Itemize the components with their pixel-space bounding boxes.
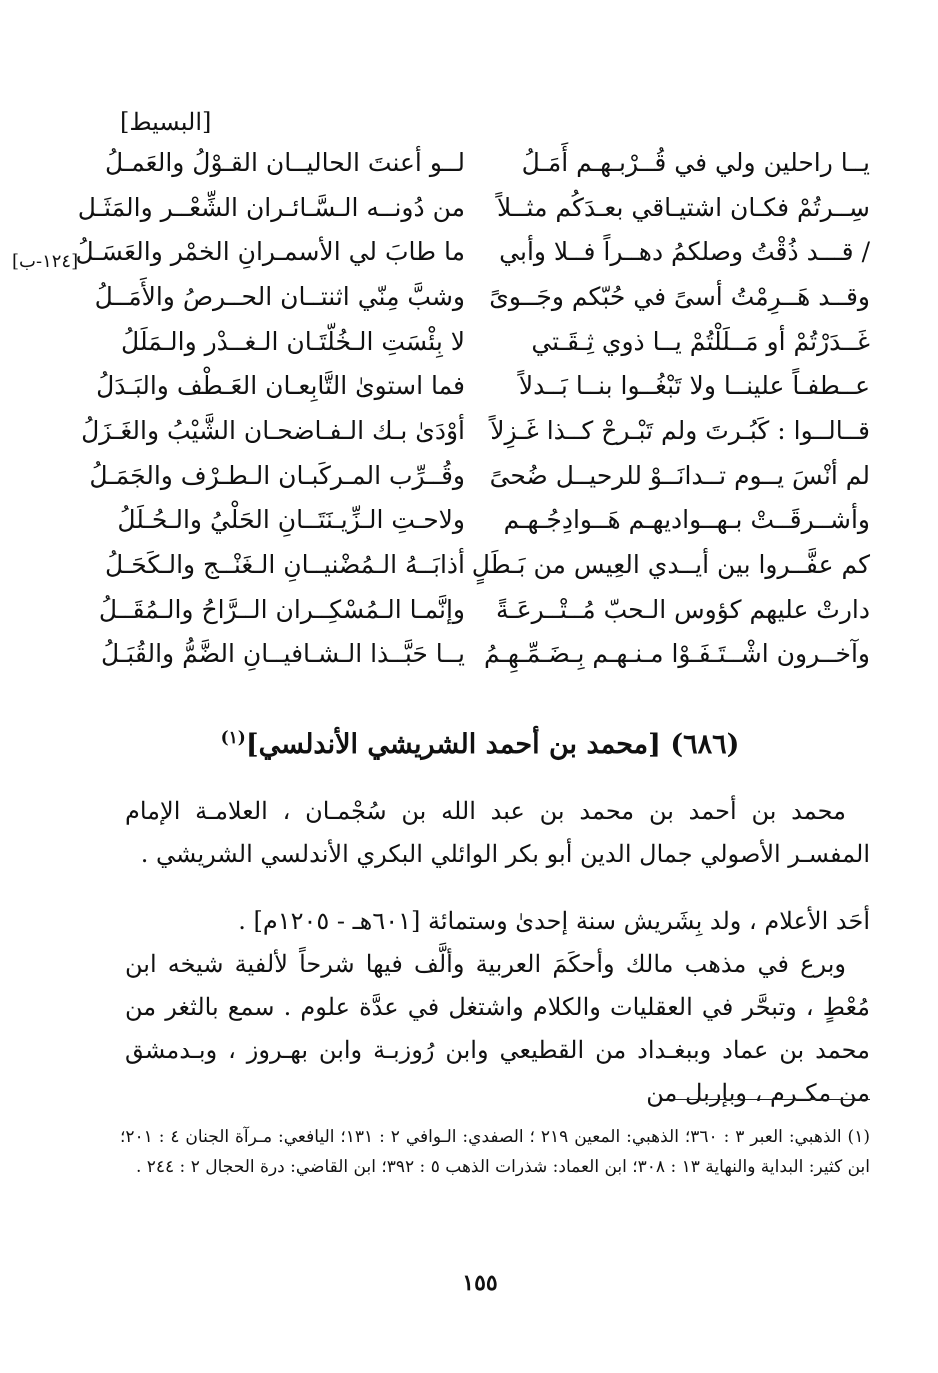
entry-title: (٦٨٦) [محمد بن أحمد الشريشي الأندلسي] bbox=[245, 729, 740, 760]
verse-second-hemistich: فما استوىٰ التَّابِعـان العَـطْف والبَـدَلُ bbox=[96, 371, 465, 401]
verse-first-hemistich: وآخــرون اشْــتَـفَـوْا مـنـهـم بِـضَـمِّـهِـمُ bbox=[483, 639, 870, 669]
verse-line bbox=[94, 274, 870, 319]
verse-first-hemistich: عــطفـاً علينــا ولا تَبْغُــوا بنــا بَــدلاً bbox=[518, 371, 870, 401]
poem bbox=[75, 140, 870, 676]
biography-paragraph: محمد بن أحمد بن محمد بن عبد الله بن سُجْمـان ، العلامـة الإمام المفسـر الأصولي جمال الدين أبو بكر الوائلي البكري الأندلسي الشريشي . bbox=[125, 797, 870, 868]
footnote-reference: (١) bbox=[220, 728, 246, 748]
verse-line bbox=[104, 140, 870, 185]
verse-second-hemistich: أوْدَىٰ بـك الـفـاضحـان الشَّيْبُ والغَـزَلُ bbox=[81, 415, 465, 445]
verse-line bbox=[101, 632, 870, 677]
verse-line bbox=[89, 453, 870, 498]
manuscript-folio-marker: [١٢٤-ب] bbox=[12, 251, 79, 272]
verse-first-hemistich: سِــرتُمْ فكـان اشتيـاقي بعـدَكُم مثــلاً bbox=[496, 192, 870, 222]
page-number: ١٥٥ bbox=[462, 1270, 498, 1296]
verse-second-hemistich: وقُــرِّب المـركَبـان الـطـرْف والجَمَـلُ bbox=[89, 460, 465, 490]
verse-first-hemistich: وأشــرقَــتْ بـهــواديهـم هَــوادِجُـهـم bbox=[503, 505, 870, 535]
verse-first-hemistich: دارتْ عليهم كؤوس الـحبّ مُــتْــرعَـةً bbox=[495, 594, 870, 624]
verse-first-hemistich: غَــدَرْتُمْ أو مَــلَلْتُمْ يــا ذوي ثِـقَـتي bbox=[531, 326, 870, 356]
verse-first-hemistich: وقــد هَــرِمْتُ أسىً في حُبّكم وجَــوىً bbox=[489, 281, 870, 311]
poetic-meter-label: [البسيط] bbox=[120, 108, 212, 136]
verse-second-hemistich: وشبَّ مِنّي اثنتــان الحــرصُ والأَمَــلُ bbox=[94, 281, 465, 311]
verse-second-hemistich: ولاحـتِ الـزِّيـنَتَــانِ الحَلْيُ والـحُـلَلُ bbox=[117, 505, 465, 535]
footnote-divider bbox=[670, 1099, 870, 1100]
footnotes bbox=[120, 1122, 870, 1182]
verse-first-hemistich: لم أنْسَ يــوم تــدانَــوْ للرحيــل ضُحىً bbox=[489, 460, 870, 490]
verse-second-hemistich: لــو أعنتَ الحاليــان القـوْلُ والعَمـلُ bbox=[104, 147, 465, 177]
footnote-text: (١) الذهبي: العبر ٣ : ٣٦٠؛ الذهبي: المعين ٢١٩ ؛ الصفدي: الـوافي ٢ : ١٣١؛ اليافعي: مـرآة الجنان ٤ : ٢٠١؛ ابن كثير: البداية والنهاية ١٣ : ٣٠٨؛ ابن العماد: شذرات الذهب ٥ : ٣٩٢؛ ابن القاضي: درة الحجال ٢ : ٢٤٤ . bbox=[120, 1127, 870, 1177]
verse-first-hemistich: قــالــوا : كَبُـرتَ ولم تَبْـرحْ كــذا غَـزِلاً bbox=[490, 415, 870, 445]
verse-line bbox=[98, 587, 870, 632]
verse-first-hemistich: يــا راحلين ولي في قُــرْبـهـم أَمَـلُ bbox=[521, 147, 870, 177]
verse-line bbox=[81, 408, 870, 453]
verse-line bbox=[104, 542, 870, 587]
verse-line bbox=[115, 498, 870, 543]
verse-second-hemistich: ما طابَ لي الأسمـرانِ الخمْر والعَسَـلُ bbox=[75, 237, 465, 267]
verse-first-hemistich: / قـــد ذُقْتُ وصلكمُ دهــراً فــلا وأبي bbox=[499, 237, 870, 267]
verse-first-hemistich: كم عفَّــروا بين أيــدي العِيس من بَـطَلٍ bbox=[471, 550, 870, 580]
verse-second-hemistich: من دُونــه الـسَّـائـران الشِّعْــر والمَثَـل bbox=[77, 192, 465, 222]
biography-paragraph: وبرع في مذهب مالك وأحكَمَ العربية وألَّف فيها شرحاً لألفية شيخه ابن مُعْطٍ ، وتبحَّر في العقليات والكلام واشتغل في عدَّة علوم . سمع بالثغر من محمد بن عماد وببغـداد من القطيعي وابن رُوزبـة وابن بهـروز ، وبـدمشق من مكـرم ، وبإربل من bbox=[125, 950, 871, 1107]
biography-paragraph: أحَد الأعلام ، ولد بِشَريش سنة إحدىٰ وستمائة [٦٠١هـ - ١٢٠٥م] . bbox=[238, 907, 870, 935]
verse-second-hemistich: وإنَّمـا الـمُسْكِــران الــرَّاحُ والـمُقَــلُ bbox=[98, 594, 465, 624]
verse-line bbox=[115, 319, 870, 364]
entry-heading bbox=[200, 728, 760, 760]
verse-line bbox=[75, 229, 870, 274]
verse-second-hemistich: لا بِئْسَتِ الـخُلّتَـان الـغــدْر والـمَلَلُ bbox=[121, 326, 465, 356]
verse-second-hemistich: أذابَــهُ الـمُضْنيــانِ الـغَنْــج والـكَحَـلُ bbox=[104, 550, 465, 580]
biography-text bbox=[125, 790, 870, 1115]
verse-second-hemistich: يــا حَبَّــذا الـشـافيــانِ الضَّمُّ والقُبَـلُ bbox=[101, 639, 465, 669]
verse-line bbox=[77, 185, 870, 230]
verse-line bbox=[96, 363, 870, 408]
